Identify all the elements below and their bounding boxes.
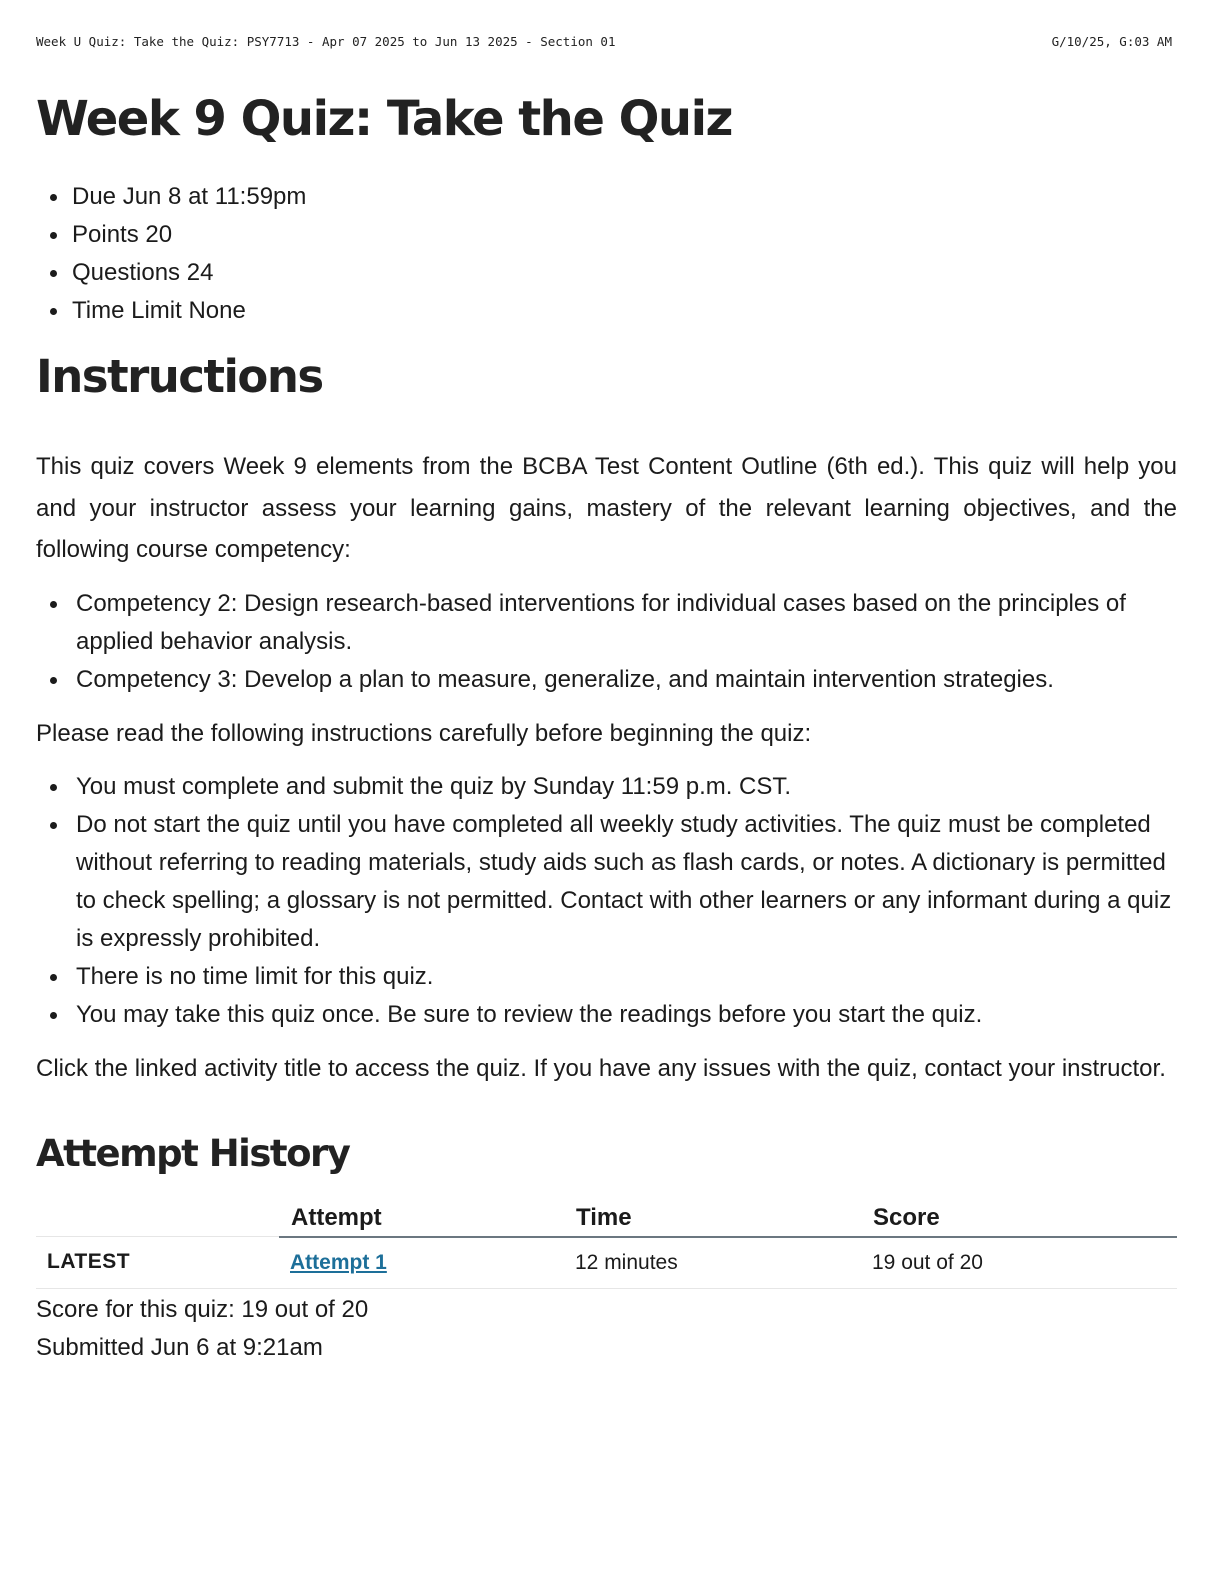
attempt-score: 19 out of 20	[861, 1237, 1177, 1289]
column-header-attempt: Attempt	[279, 1190, 564, 1237]
rule-item: You may take this quiz once. Be sure to review the readings before you start the quiz.	[36, 996, 1177, 1034]
score-summary: Score for this quiz: 19 out of 20	[36, 1295, 369, 1323]
competency-list	[36, 585, 1177, 699]
attempt-history-table	[36, 1190, 1177, 1289]
instructions-closing: Click the linked activity title to access the quiz. If you have any issues with the quiz, contact your instructor.	[36, 1055, 1166, 1082]
column-header-score: Score	[861, 1190, 1177, 1237]
detail-points: Points 20	[36, 216, 1177, 254]
column-header-label	[36, 1190, 279, 1237]
attempt-history-heading: Attempt History	[36, 1131, 350, 1175]
table-row	[36, 1237, 1177, 1289]
detail-due-date: Due Jun 8 at 11:59pm	[36, 178, 1177, 216]
rules-list	[36, 768, 1177, 1034]
detail-time-limit: Time Limit None	[36, 292, 1177, 330]
print-header	[36, 34, 1172, 52]
attempt-cell	[279, 1237, 564, 1289]
rule-item: You must complete and submit the quiz by Sunday 11:59 p.m. CST.	[36, 768, 1177, 806]
competency-item: Competency 3: Develop a plan to measure, generalize, and maintain intervention strategies.	[36, 661, 1177, 699]
attempt-link[interactable]: Attempt 1	[290, 1250, 387, 1274]
print-datetime: G/10/25, G:03 AM	[1051, 34, 1172, 49]
print-page-title: Week U Quiz: Take the Quiz: PSY7713 - Apr 07 2025 to Jun 13 2025 - Section 01	[36, 34, 616, 49]
quiz-details-list	[36, 178, 1177, 330]
rule-item: There is no time limit for this quiz.	[36, 958, 1177, 996]
page-title: Week 9 Quiz: Take the Quiz	[36, 91, 732, 147]
table-header-row	[36, 1190, 1177, 1237]
detail-questions: Questions 24	[36, 254, 1177, 292]
submitted-time: Submitted Jun 6 at 9:21am	[36, 1333, 323, 1361]
instructions-pre-list: Please read the following instructions carefully before beginning the quiz:	[36, 719, 812, 747]
instructions-heading: Instructions	[36, 350, 323, 403]
quiz-content	[36, 84, 1177, 1367]
rule-item: Do not start the quiz until you have completed all weekly study activities. The quiz must be completed without referring to reading materials, study aids such as flash cards, or notes. A dictionary is permitted to check spelling; a glossary is not permitted. Contact with other learners or any informant during a quiz is expressly prohibited.	[36, 806, 1177, 958]
column-header-time: Time	[564, 1190, 861, 1237]
competency-item: Competency 2: Design research-based interventions for individual cases based on the principles of applied behavior analysis.	[36, 585, 1177, 661]
attempt-time: 12 minutes	[564, 1237, 861, 1289]
instructions-intro: This quiz covers Week 9 elements from the BCBA Test Content Outline (6th ed.). This quiz will help you and your instructor assess your learning gains, mastery of the relevant learning objectives, and the following course competency:	[36, 453, 1177, 563]
attempt-status-label: LATEST	[36, 1237, 279, 1289]
